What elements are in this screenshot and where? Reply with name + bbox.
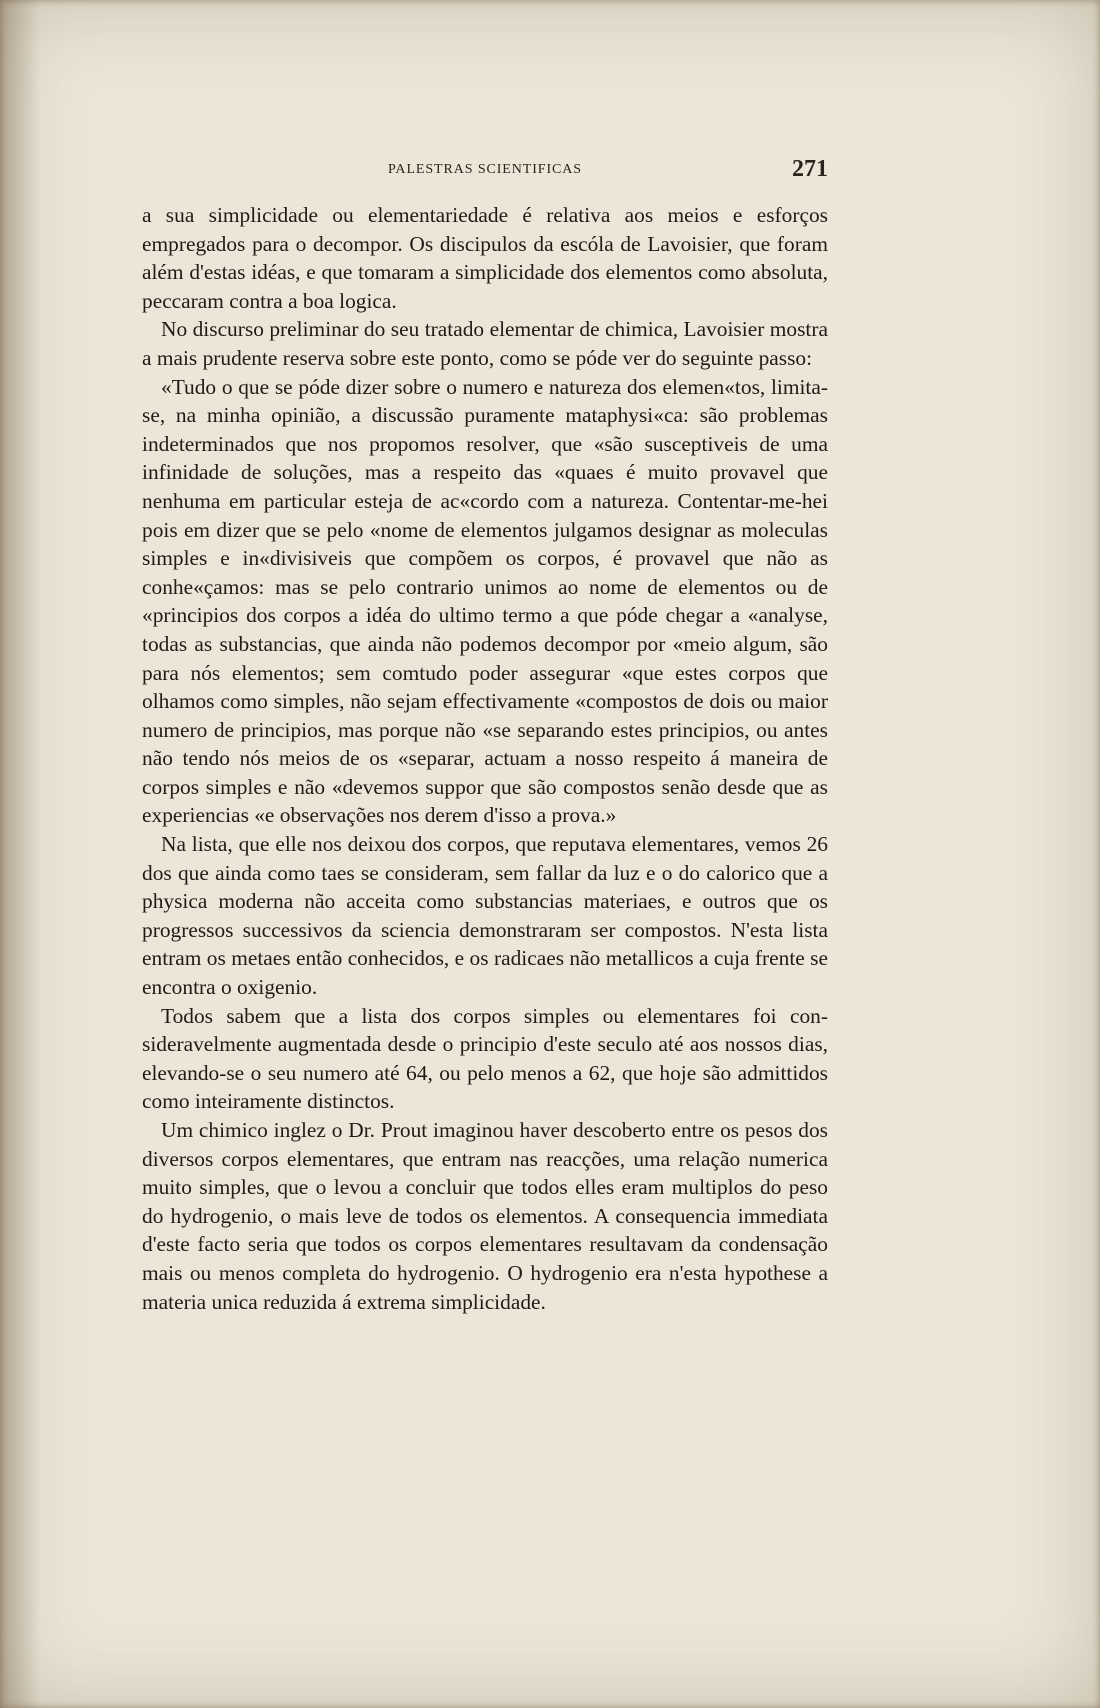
paragraph-2: No discurso preliminar do seu tratado elementar de chimica, Lavoisier mostra a mais prudente reserva sobre este ponto, como se póde ver do seguinte passo: (142, 317, 828, 370)
paragraph-5: Todos sabem que a lista dos corpos simples ou elementares foi consideravelmente augmentada desde o principio d'este seculo até aos nossos dias, elevando-se o seu numero até 64, ou pelo menos a 62, que hoje são admittidos como inteiramente distinctos. (142, 1003, 828, 1114)
spine-shadow (0, 0, 40, 1708)
page-number: 271 (792, 156, 828, 182)
quotation-paragraph: «Tudo o que se póde dizer sobre o numero e natureza dos elemen«tos, limita-se, na minha opinião, a discussão puramente mataphysi«ca: são problemas indeterminados que nos propomos resolver, que «são susceptiveis de uma infinidade de soluções, mas a respeito das «quaes é muito provavel que nenhuma em particular esteja de ac«cordo com a natureza. Contentar-me-hei pois em dizer que se pelo «nome de elementos julgamos designar as moleculas simples e in«divisiveis que compõem os corpos, é provavel que não as conhe«çamos: mas se pelo contrario unimos ao nome de elementos ou de «principios dos corpos a idéa do ultimo termo a que póde chegar a «analyse, todas as substancias, que ainda não podemos decompor por «meio algum, são para nós elementos; sem comtudo poder assegurar «que estes corpos que olhamos como simples, não sejam effectivamente «compostos de dois ou maior numero de principios, mas porque não «se separando estes principios, ou antes não tendo nós meios de os «separar, actuam a nosso respeito á maneira de corpos simples e não «devemos suppor que são compostos senão desde que as experiencias «e observações nos derem d'isso a prova.» (142, 374, 828, 828)
body-text (142, 201, 828, 1316)
paragraph-4: Na lista, que elle nos deixou dos corpos, que reputava elementares, vemos 26 dos que ainda como taes se consideram, sem fallar da luz e o do calorico que a physica moderna não acceita como substancias materiaes, e outros que os progressos successivos da sciencia demonstraram ser compostos. N'esta lista entram os metaes então conhecidos, e os radicaes não metallicos a cuja frente se encontra o oxigenio. (142, 832, 828, 1000)
page-header (142, 156, 828, 184)
running-title: PALESTRAS SCIENTIFICAS (388, 162, 582, 177)
paragraph-1: a sua simplicidade ou elementariedade é relativa aos meios e esforços empregados para o decompor. Os discipulos da escóla de Lavoisier, que foram além d'estas idéas, e que tomaram a simplicidade dos elementos como absoluta, peccaram contra a boa logica. (142, 203, 828, 313)
paragraph-6: Um chimico inglez o Dr. Prout imaginou haver descoberto entre os pesos dos diversos corpos elementares, que entram nas reacções, uma relação numerica muito simples, que o levou a concluir que todos elles eram multiplos do peso do hydrogenio, o mais leve de todos os elementos. A consequencia immediata d'este facto seria que todos os corpos elementares resultavam da condensação mais ou menos completa do hydrogenio. O hydrogenio era n'esta hypothese a materia unica reduzida á extrema simplicidade. (142, 1118, 828, 1314)
